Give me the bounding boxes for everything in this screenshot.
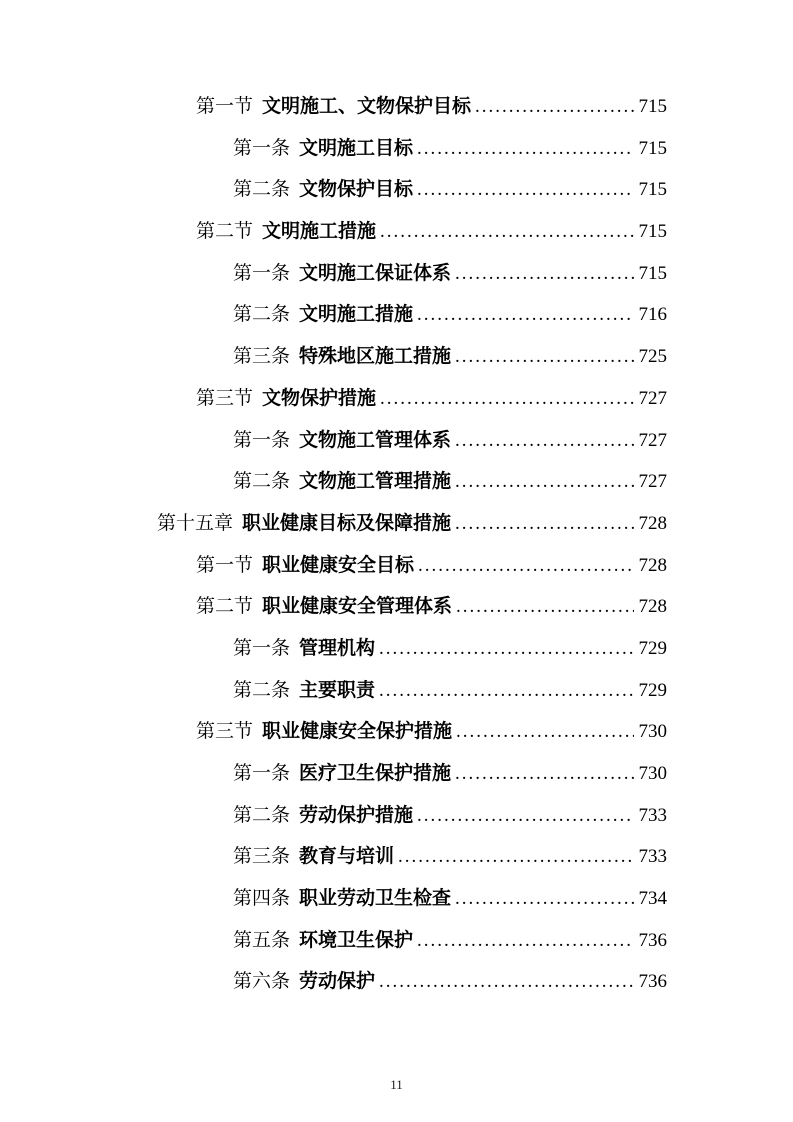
toc-entry-page-number: 733	[638, 804, 667, 826]
toc-entry-title: 职业健康目标及保障措施	[242, 512, 452, 534]
toc-entry-page-number: 729	[638, 679, 667, 701]
toc-leader-dots	[455, 336, 633, 378]
toc-entry-page-number: 715	[638, 137, 667, 159]
toc-leader-dots	[455, 503, 633, 545]
toc-entry[interactable]	[157, 670, 667, 712]
toc-entry[interactable]	[157, 586, 667, 628]
toc-entry[interactable]	[157, 128, 667, 170]
toc-entry-page-number: 728	[638, 512, 667, 534]
toc-entry-page-number: 730	[638, 763, 667, 784]
toc-entry-title: 文明施工保证体系	[299, 262, 452, 284]
toc-leader-dots	[417, 920, 633, 962]
toc-entry-title: 环境卫生保护	[299, 929, 414, 951]
toc-entry-title: 特殊地区施工措施	[299, 346, 452, 368]
toc-entry[interactable]	[157, 336, 667, 378]
toc-entry-page-number: 725	[638, 346, 667, 368]
toc-leader-dots	[417, 294, 633, 336]
toc-entry[interactable]	[157, 878, 667, 920]
table-of-contents	[157, 86, 667, 1003]
toc-leader-dots	[455, 420, 633, 462]
toc-entry[interactable]	[157, 378, 667, 420]
toc-entry-page-number: 728	[638, 554, 667, 576]
toc-leader-dots	[417, 795, 633, 837]
toc-leader-dots	[379, 961, 633, 1003]
toc-leader-dots	[455, 878, 633, 920]
toc-entry-title: 职业健康安全保护措施	[262, 721, 453, 743]
toc-leader-dots	[379, 670, 633, 712]
toc-entry-label: 第六条	[233, 971, 291, 993]
toc-leader-dots	[417, 128, 633, 170]
toc-leader-dots	[475, 86, 633, 128]
toc-entry-label: 第一节	[196, 96, 254, 117]
toc-leader-dots	[379, 628, 633, 670]
toc-entry-title: 文明施工措施	[299, 304, 414, 326]
toc-entry-label: 第一条	[233, 763, 291, 784]
toc-entry-page-number: 728	[638, 596, 667, 618]
toc-entry-page-number: 736	[638, 929, 667, 951]
toc-leader-dots	[455, 253, 633, 295]
toc-entry-label: 第一条	[233, 137, 291, 159]
toc-entry-title: 文物施工管理措施	[299, 471, 452, 493]
toc-entry[interactable]	[157, 253, 667, 295]
toc-entry-title: 文明施工措施	[262, 221, 377, 243]
toc-entry-title: 主要职责	[299, 679, 376, 701]
toc-entry[interactable]	[157, 961, 667, 1003]
toc-entry[interactable]	[157, 169, 667, 211]
toc-entry-title: 文物施工管理体系	[299, 429, 452, 451]
toc-leader-dots	[417, 169, 633, 211]
toc-entry-title: 文物保护措施	[262, 387, 377, 409]
toc-entry-page-number: 715	[638, 96, 667, 117]
toc-leader-dots	[398, 836, 633, 878]
toc-leader-dots	[455, 461, 633, 503]
toc-entry-title: 文明施工目标	[299, 137, 414, 159]
toc-entry-title: 劳动保护	[299, 971, 376, 993]
toc-entry-page-number: 734	[638, 888, 667, 910]
toc-entry-label: 第二条	[233, 804, 291, 826]
toc-entry-label: 第三条	[233, 846, 291, 868]
toc-entry-title: 文明施工、文物保护目标	[262, 96, 472, 117]
toc-entry-page-number: 715	[638, 179, 667, 201]
toc-entry-page-number: 733	[638, 846, 667, 868]
toc-entry-label: 第一条	[233, 637, 291, 659]
toc-entry-label: 第一条	[233, 429, 291, 451]
toc-entry-page-number: 727	[638, 387, 667, 409]
toc-entry[interactable]	[157, 795, 667, 837]
toc-entry-title: 职业健康安全目标	[262, 554, 415, 576]
toc-entry-title: 教育与培训	[299, 846, 395, 868]
toc-entry-label: 第二节	[196, 596, 254, 618]
toc-entry-label: 第二条	[233, 471, 291, 493]
toc-entry-page-number: 730	[638, 721, 667, 743]
toc-entry[interactable]	[157, 86, 667, 128]
toc-entry-page-number: 727	[638, 429, 667, 451]
toc-entry-label: 第二条	[233, 304, 291, 326]
toc-entry-label: 第二条	[233, 679, 291, 701]
toc-entry-label: 第四条	[233, 888, 291, 910]
toc-entry-page-number: 729	[638, 637, 667, 659]
toc-entry[interactable]	[157, 753, 667, 795]
toc-leader-dots	[456, 711, 633, 753]
toc-entry-title: 文物保护目标	[299, 179, 414, 201]
toc-entry-title: 劳动保护措施	[299, 804, 414, 826]
toc-entry-page-number: 715	[638, 262, 667, 284]
toc-entry-label: 第三条	[233, 346, 291, 368]
toc-entry-label: 第三节	[196, 721, 254, 743]
toc-entry[interactable]	[157, 503, 667, 545]
toc-entry[interactable]	[157, 920, 667, 962]
toc-entry-label: 第三节	[196, 387, 254, 409]
toc-entry-page-number: 736	[638, 971, 667, 993]
toc-entry[interactable]	[157, 211, 667, 253]
toc-entry-title: 医疗卫生保护措施	[299, 763, 452, 784]
toc-entry-label: 第一节	[196, 554, 254, 576]
toc-entry[interactable]	[157, 545, 667, 587]
toc-entry-label: 第二节	[196, 221, 254, 243]
toc-entry-page-number: 716	[638, 304, 667, 326]
toc-entry[interactable]	[157, 461, 667, 503]
toc-entry-page-number: 727	[638, 471, 667, 493]
page-footer	[0, 1077, 793, 1093]
toc-entry-title: 职业劳动卫生检查	[299, 888, 452, 910]
toc-entry-label: 第十五章	[157, 512, 234, 534]
footer-page-number: 11	[390, 1077, 403, 1092]
toc-leader-dots	[455, 753, 633, 795]
toc-entry[interactable]	[157, 836, 667, 878]
toc-entry-label: 第一条	[233, 262, 291, 284]
toc-leader-dots	[418, 545, 633, 587]
toc-entry[interactable]	[157, 711, 667, 753]
toc-leader-dots	[456, 586, 633, 628]
toc-entry[interactable]	[157, 628, 667, 670]
toc-entry[interactable]	[157, 294, 667, 336]
toc-leader-dots	[380, 378, 633, 420]
toc-entry[interactable]	[157, 420, 667, 462]
toc-leader-dots	[380, 211, 633, 253]
toc-entry-title: 职业健康安全管理体系	[262, 596, 453, 618]
toc-entry-page-number: 715	[638, 221, 667, 243]
toc-entry-label: 第五条	[233, 929, 291, 951]
toc-entry-label: 第二条	[233, 179, 291, 201]
toc-entry-title: 管理机构	[299, 637, 376, 659]
